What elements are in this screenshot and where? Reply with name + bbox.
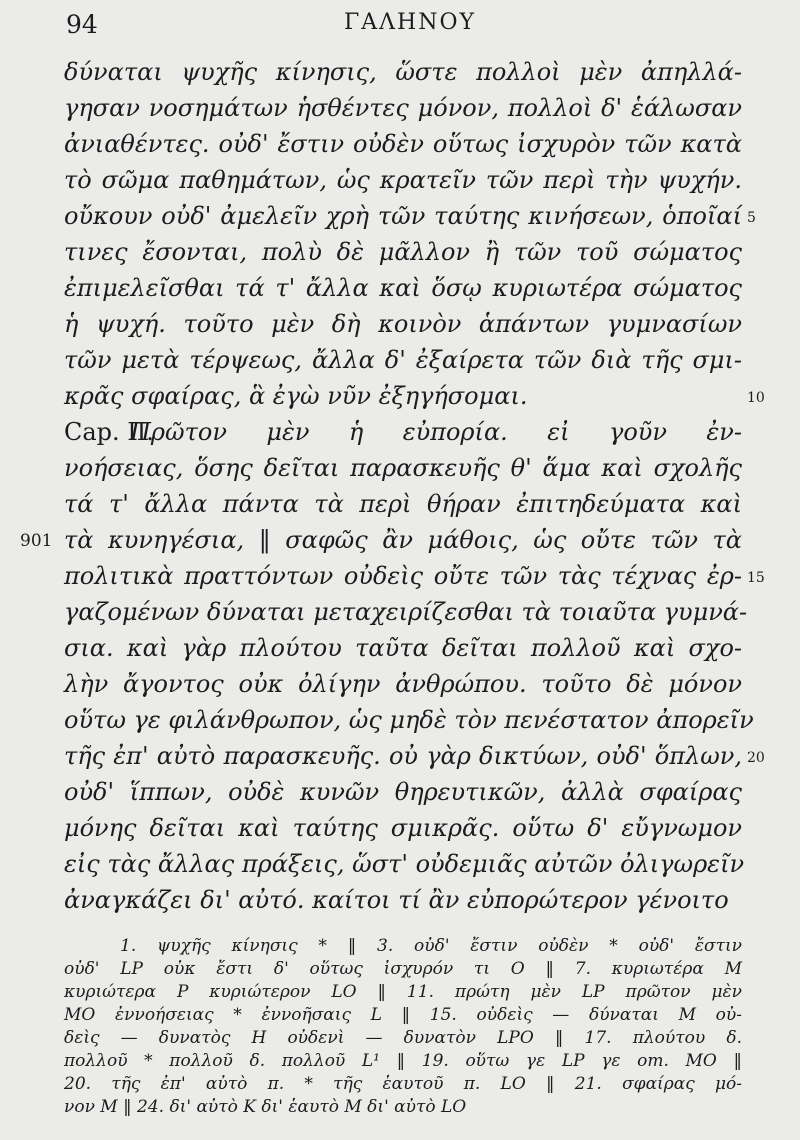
text-line: ἐπιμελεῖσθαι τά τ' ἄλλα καὶ ὅσῳ κυριωτέρα σώματος bbox=[64, 274, 742, 302]
footnote-line: πολλοῦ * πολλοῦ δ. πολλοῦ L¹ ‖ 19. οὕτω γε LP γε om. MO ‖ bbox=[64, 1051, 742, 1071]
line-number: 5 bbox=[747, 210, 756, 226]
text-line: γησαν νοσημάτων ἡσθέντες μόνον, πολλοὶ δ' ἑάλωσαν bbox=[64, 94, 742, 122]
line-number: 10 bbox=[747, 390, 765, 406]
text-line: τῆς ἐπ' αὐτὸ παρασκευῆς. οὐ γὰρ δικτύων, οὐδ' ὅπλων, bbox=[64, 742, 742, 770]
text-line: τά τ' ἄλλα πάντα τὰ περὶ θήραν ἐπιτηδεύματα καὶ bbox=[64, 490, 742, 518]
text-line: νοήσειας, ὅσης δεῖται παρασκευῆς θ' ἅμα καὶ σχολῆς bbox=[64, 454, 742, 482]
footnote-line: δεὶς — δυνατὸς H οὐδενὶ — δυνατὸν LPO ‖ 17. πλούτου δ. bbox=[64, 1028, 742, 1048]
text-line: ἡ ψυχή. τοῦτο μὲν δὴ κοινὸν ἁπάντων γυμνασίων bbox=[64, 310, 742, 338]
text-line: σια. καὶ γὰρ πλούτου ταῦτα δεῖται πολλοῦ καὶ σχο- bbox=[64, 634, 742, 662]
footnote-line: νον M ‖ 24. δι' αὐτὸ K δι' ἑαυτὸ M δι' αὐτὸ LO bbox=[64, 1097, 467, 1117]
text-line: οὔκουν οὐδ' ἀμελεῖν χρὴ τῶν ταύτης κινήσεων, ὁποῖαί bbox=[64, 202, 742, 230]
text-line: κρᾶς σφαίρας, ἃ ἐγὼ νῦν ἐξηγήσομαι. bbox=[64, 382, 528, 410]
margin-page-reference: 901 bbox=[20, 531, 53, 551]
text-line: μόνης δεῖται καὶ ταύτης σμικρᾶς. οὕτω δ' εὔγνωμον bbox=[64, 814, 742, 842]
text-line: τὸ σῶμα παθημάτων, ὡς κρατεῖν τῶν περὶ τὴν ψυχήν. bbox=[64, 166, 742, 194]
footnote-line: οὐδ' LP οὐκ ἔστι δ' οὕτως ἰσχυρόν τι O ‖ 7. κυριωτέρα M bbox=[64, 959, 742, 979]
page-number: 94 bbox=[66, 10, 98, 39]
footnote-line: κυριώτερα P κυριώτερον LO ‖ 11. πρώτη μὲν LP πρῶτον μὲν bbox=[64, 982, 742, 1002]
footnote-line: MO ἐννοήσειας * ἐννοῆσαις L ‖ 15. οὐδεὶς — δύναται M οὐ- bbox=[64, 1005, 742, 1025]
text-line: ἀναγκάζει δι' αὐτό. καίτοι τί ἂν εὐπορώτερον γένοιτο bbox=[64, 886, 729, 914]
text-line: οὐδ' ἵππων, οὐδὲ κυνῶν θηρευτικῶν, ἀλλὰ σφαίρας bbox=[64, 778, 742, 806]
line-number: 20 bbox=[747, 750, 765, 766]
text-line: εἰς τὰς ἄλλας πράξεις, ὥστ' οὐδεμιᾶς αὐτῶν ὀλιγωρεῖν bbox=[64, 850, 745, 878]
running-head: ΓΑΛΗΝΟΥ bbox=[343, 10, 477, 35]
text-line: λὴν ἄγοντος οὐκ ὀλίγην ἀνθρώπου. τοῦτο δὲ μόνον bbox=[64, 670, 742, 698]
text-line: πολιτικὰ πραττόντων οὐδεὶς οὔτε τῶν τὰς τέχνας ἐρ- bbox=[64, 562, 742, 590]
footnote-line: 20. τῆς ἐπ' αὐτὸ π. * τῆς ἑαυτοῦ π. LO ‖ 21. σφαίρας μό- bbox=[64, 1074, 742, 1094]
chapter-heading: Cap. II. bbox=[64, 418, 154, 446]
cap-first-line: Πρῶτον μὲν ἡ εὐπορία. εἰ γοῦν ἐν- bbox=[130, 418, 742, 446]
line-number: 15 bbox=[747, 570, 765, 586]
text-line: οὕτω γε φιλάνθρωπον, ὡς μηδὲ τὸν πενέστατον ἀπορεῖν bbox=[64, 706, 754, 734]
text-line: γαζομένων δύναται μεταχειρίζεσθαι τὰ τοιαῦτα γυμνά- bbox=[64, 598, 748, 626]
text-line: ἀνιαθέντες. οὐδ' ἔστιν οὐδὲν οὕτως ἰσχυρὸν τῶν κατὰ bbox=[64, 130, 742, 158]
text-line: τινες ἔσονται, πολὺ δὲ μᾶλλον ἢ τῶν τοῦ σώματος bbox=[64, 238, 742, 266]
footnote-line: 1. ψυχῆς κίνησις * ‖ 3. οὐδ' ἔστιν οὐδὲν * οὐδ' ἔστιν bbox=[120, 936, 742, 956]
text-line: δύναται ψυχῆς κίνησις, ὥστε πολλοὶ μὲν ἀπηλλά- bbox=[64, 58, 742, 86]
text-line: τῶν μετὰ τέρψεως, ἄλλα δ' ἐξαίρετα τῶν διὰ τῆς σμι- bbox=[64, 346, 742, 374]
text-line: τὰ κυνηγέσια, ‖ σαφῶς ἂν μάθοις, ὡς οὔτε τῶν τὰ bbox=[64, 526, 742, 554]
